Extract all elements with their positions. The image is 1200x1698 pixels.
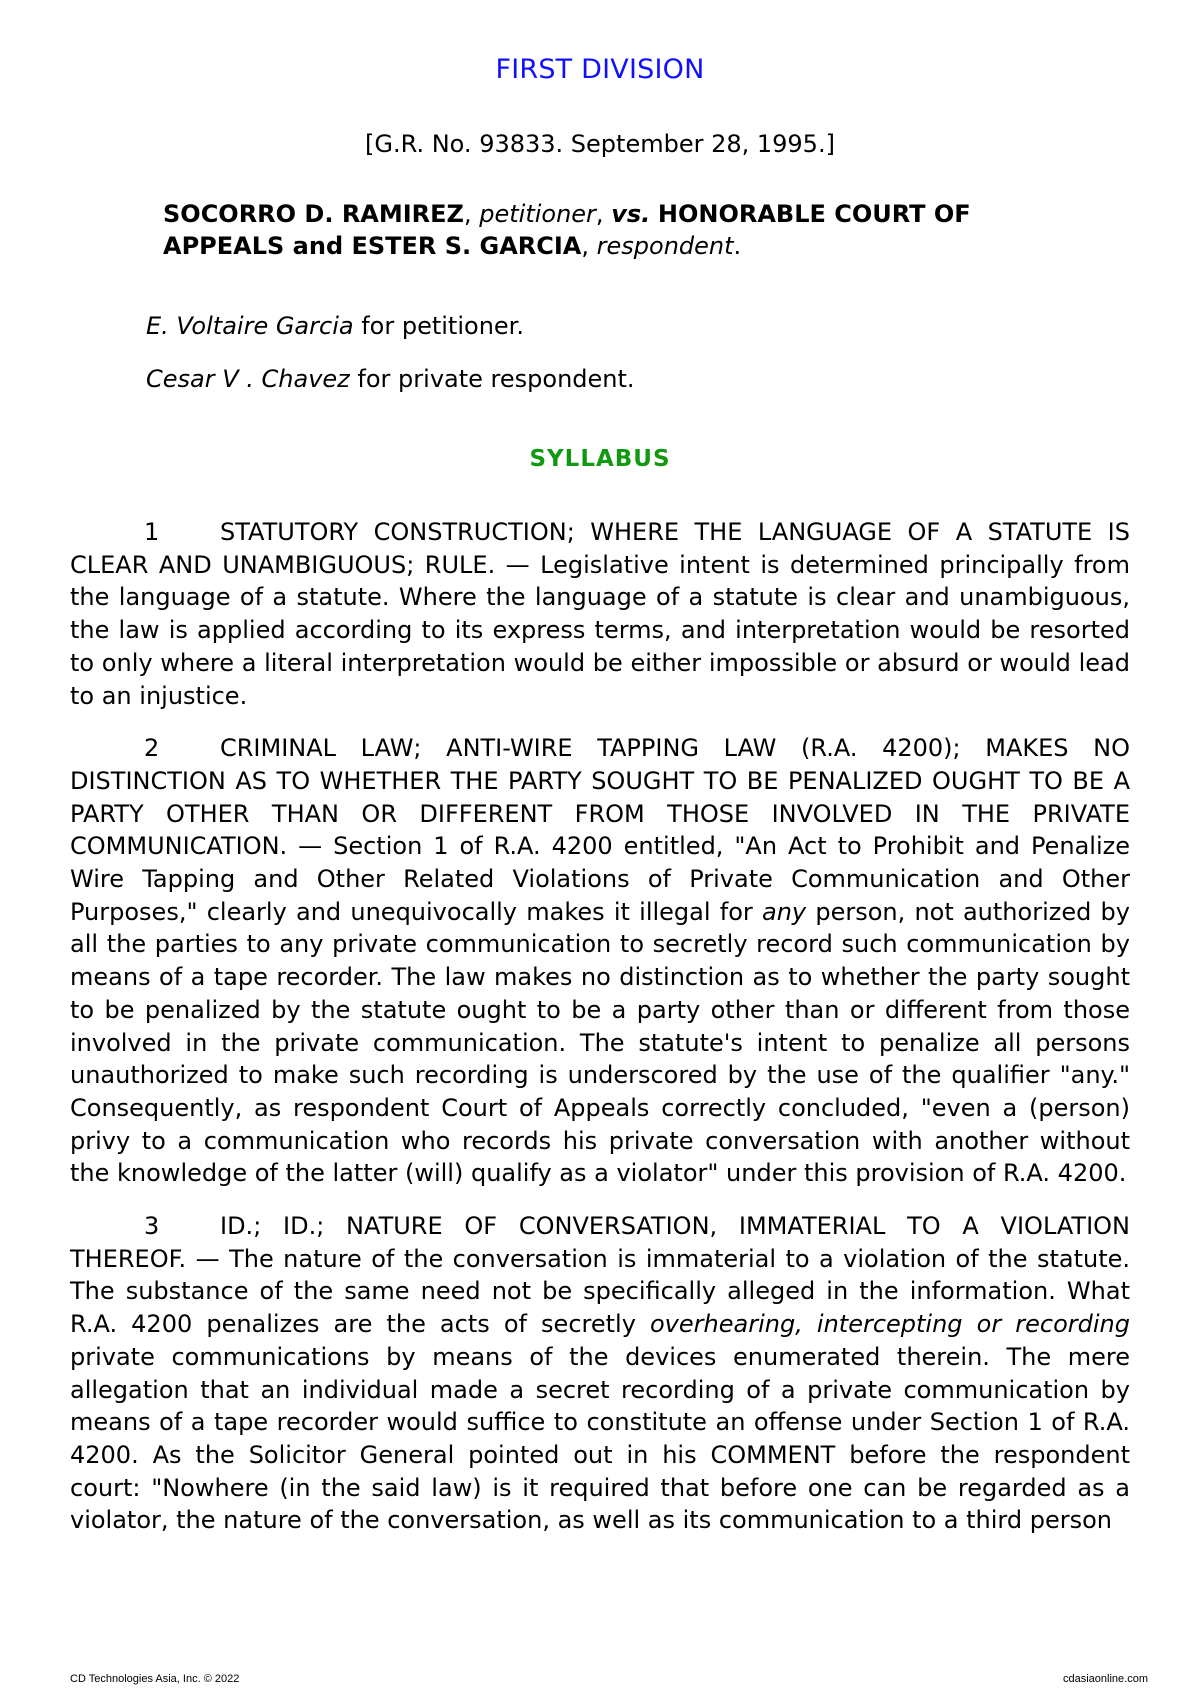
syllabus-emphasis: any — [761, 897, 807, 926]
case-parties: SOCORRO D. RAMIREZ, petitioner, vs. HONORABLE COURT OF APPEALS and ESTER S. GARCIA, respondent. — [163, 200, 971, 260]
syllabus-item-number: 3 — [144, 1212, 160, 1241]
syllabus-text: private communications by means of the devices enumerated therein. The mere allegation that an individual made a secret recording of a private communication by means of a tape recorder would suffice to constitute an offense under Section 1 of R.A. 4200. As the Solicitor General pointed out in his COMMENT before the respondent court: "Nowhere (in the said law) is it required that before one can be regarded as a violator, the nature of the conversation, as well as its communication to a third person — [70, 1342, 1130, 1535]
division-heading: FIRST DIVISION — [495, 54, 705, 85]
counsel-petitioner — [146, 312, 524, 340]
syllabus-item — [70, 516, 1130, 712]
counsel-role: for petitioner. — [361, 312, 524, 340]
syllabus-emphasis: overhearing, intercepting or recording — [650, 1310, 1130, 1339]
syllabus-text: CRIMINAL LAW; ANTI-WIRE TAPPING LAW (R.A. 4200); MAKES NO DISTINCTION AS TO WHETHER THE PARTY SOUGHT TO BE PENALIZED OUGHT TO BE A PARTY OTHER THAN OR DIFFERENT FROM THOSE INVOLVED IN THE PRIVATE COMMUNICATION. — Section 1 of R.A. 4200 entitled, "An Act to Prohibit and Penalize Wire Tapping and Other Related Violations of Private Communication and Other Purposes," clearly and unequivocally makes it illegal for — [70, 734, 1130, 926]
syllabus-item — [70, 1210, 1130, 1537]
counsel-name: Cesar V . Chavez — [146, 365, 350, 393]
syllabus-text: ID.; ID.; NATURE OF CONVERSATION, IMMATERIAL TO A VIOLATION THEREOF. — The nature of the conversation is immaterial to a violation of the statute. The substance of the same need not be specifically alleged in the information. What R.A. 4200 penalizes are the acts of secretly — [70, 1212, 1130, 1339]
respondent-name: HONORABLE COURT OF APPEALS and ESTER S. GARCIA — [163, 200, 971, 260]
case-number: [G.R. No. 93833. September 28, 1995.] — [365, 130, 835, 158]
syllabus-items — [70, 516, 1130, 1557]
respondent-role: respondent — [596, 232, 734, 260]
versus: vs. — [611, 200, 651, 228]
footer-copyright: CD Technologies Asia, Inc. © 2022 — [70, 1673, 240, 1685]
syllabus-item-number: 1 — [144, 518, 160, 546]
syllabus-item-number: 2 — [144, 734, 160, 763]
syllabus-heading: SYLLABUS — [529, 446, 671, 472]
footer-website: cdasiaonline.com — [1063, 1673, 1148, 1685]
petitioner-role: petitioner — [479, 200, 596, 228]
counsel-name: E. Voltaire Garcia — [146, 312, 354, 340]
counsel-respondent — [146, 365, 635, 393]
syllabus-text: STATUTORY CONSTRUCTION; WHERE THE LANGUAGE OF A STATUTE IS CLEAR AND UNAMBIGUOUS; RULE. — Legislative intent is determined principally from the language of a statute. Where the language of a statute is clear and unambiguous, the law is applied according to its express terms, and interpretation would be resorted to only where a literal interpretation would be either impossible or absurd or would lead to an injustice. — [70, 518, 1130, 710]
petitioner-name: SOCORRO D. RAMIREZ — [163, 200, 464, 228]
syllabus-item — [70, 732, 1130, 1190]
counsel-role: for private respondent. — [357, 365, 635, 393]
syllabus-text: person, not authorized by all the parties to any private communication to secretly record such communication by means of a tape recorder. The law makes no distinction as to whether the party sought to be penalized by the statute ought to be a party other than or different from those involved in the private communication. The statute's intent to penalize all persons unauthorized to make such recording is underscored by the use of the qualifier "any." Consequently, as respondent Court of Appeals correctly concluded, "even a (person) privy to a communication who records his private conversation with another without the knowledge of the latter (will) qualify as a violator" under this provision of R.A. 4200. — [70, 897, 1130, 1188]
